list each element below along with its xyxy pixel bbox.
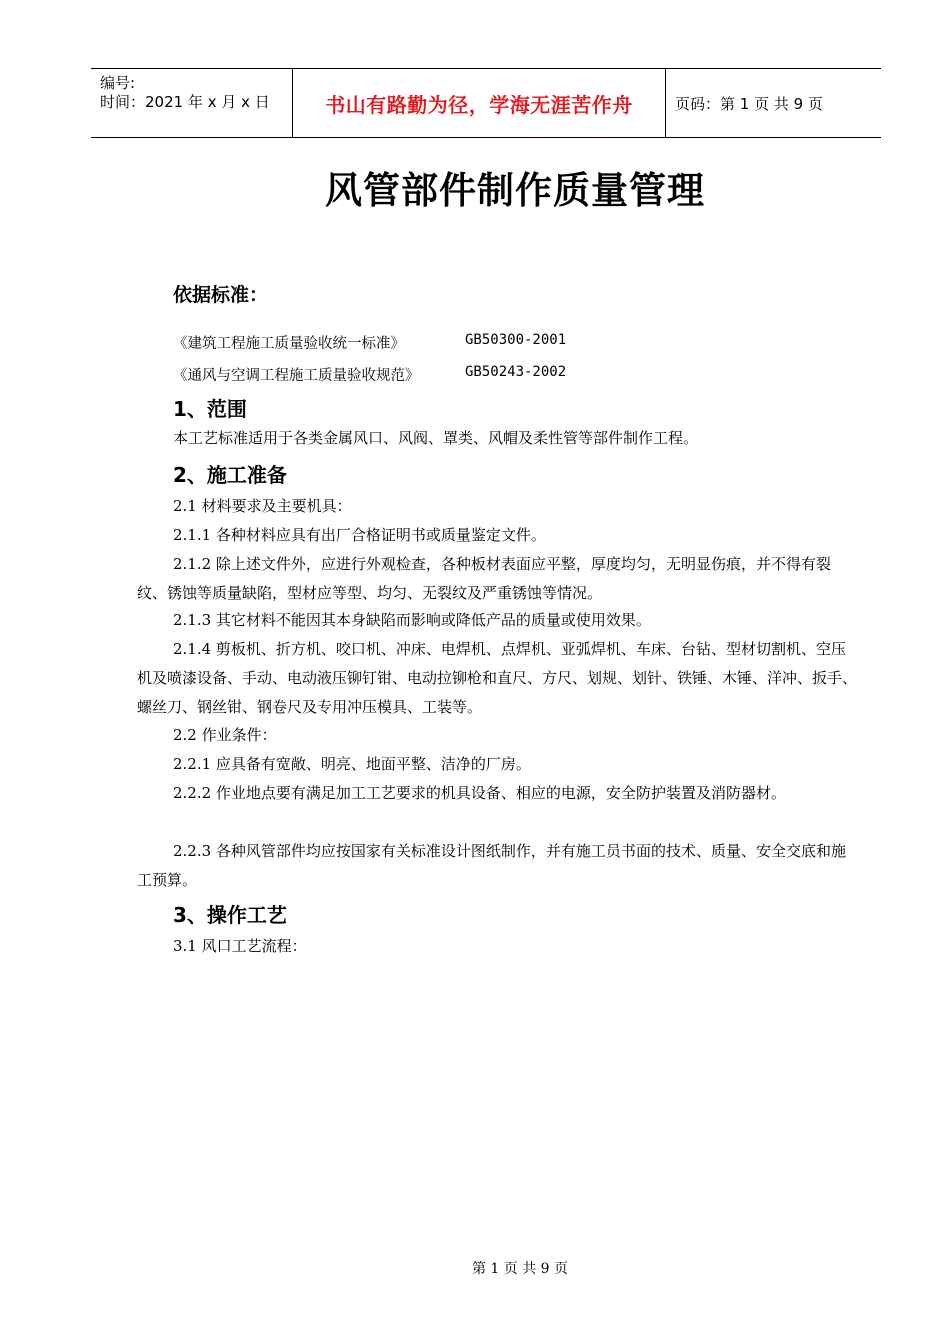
basis-heading: 依据标准： xyxy=(173,284,269,306)
standard-name: 《建筑工程施工质量验收统一标准》 xyxy=(173,336,405,352)
header-right-cell xyxy=(666,69,881,137)
standard-item xyxy=(173,332,567,353)
paragraph: 2.2.3 各种风管部件均应按国家有关标准设计图纸制作，并有施工员书面的技术、质量、安全交底和施工预算。 xyxy=(137,842,846,889)
paragraph: 2.2.1 应具备有宽敞、明亮、地面平整、洁净的厂房。 xyxy=(173,755,531,773)
document-title: 风管部件制作质量管理 xyxy=(325,169,705,212)
section-heading-operation: 3、操作工艺 xyxy=(173,903,287,927)
paragraph: 2.1 材料要求及主要机具： xyxy=(173,497,352,515)
paragraph: 2.2 作业条件： xyxy=(173,726,277,744)
paragraph: 3.1 风口工艺流程： xyxy=(173,937,307,955)
header-motto: 书山有路勤为径，学海无涯苦作舟 xyxy=(325,93,633,117)
paragraph: 2.1.3 其它材料不能因其本身缺陷而影响或降低产品的质量或使用效果。 xyxy=(173,611,651,629)
section-heading-scope: 1、范围 xyxy=(173,397,247,421)
standard-item xyxy=(173,364,567,385)
header-left-cell xyxy=(91,69,293,137)
standard-name: 《通风与空调工程施工质量验收规范》 xyxy=(173,368,420,384)
document-date-label: 时间：2021 年 x 月 x 日 xyxy=(100,93,270,111)
standard-code: GB50243-2002 xyxy=(465,364,567,380)
paragraph: 2.1.4 剪板机、折方机、咬口机、冲床、电焊机、点焊机、亚弧焊机、车床、台钻、型材切割机、空压机及喷漆设备、手动、电动液压铆钉钳、电动拉铆枪和直尺、方尺、划规、划针、铁锤、木锤、洋冲、扳手、螺丝刀、钢丝钳、钢卷尺及专用冲压模具、工装等。 xyxy=(137,640,858,716)
scope-text: 本工艺标准适用于各类金属风口、风阀、罩类、风帽及柔性管等部件制作工程。 xyxy=(173,429,699,447)
paragraph: 2.1.2 除上述文件外，应进行外观检查，各种板材表面应平整，厚度均匀，无明显伤痕，并不得有裂纹、锈蚀等质量缺陷，型材应等型、均匀、无裂纹及严重锈蚀等情况。 xyxy=(137,555,831,602)
paragraph: 2.2.2 作业地点要有满足加工工艺要求的机具设备、相应的电源，安全防护装置及消防器材。 xyxy=(173,784,786,802)
document-code-label: 编号: xyxy=(100,74,136,92)
header-page-number: 页码：第 1 页 共 9 页 xyxy=(675,95,823,113)
page-footer: 第 1 页 共 9 页 xyxy=(471,1261,569,1277)
paragraph: 2.1.1 各种材料应具有出厂合格证明书或质量鉴定文件。 xyxy=(173,526,546,544)
standard-code: GB50300-2001 xyxy=(465,332,567,348)
header-table xyxy=(91,68,881,138)
header-middle-cell xyxy=(293,69,666,137)
section-heading-preparation: 2、施工准备 xyxy=(173,463,287,487)
